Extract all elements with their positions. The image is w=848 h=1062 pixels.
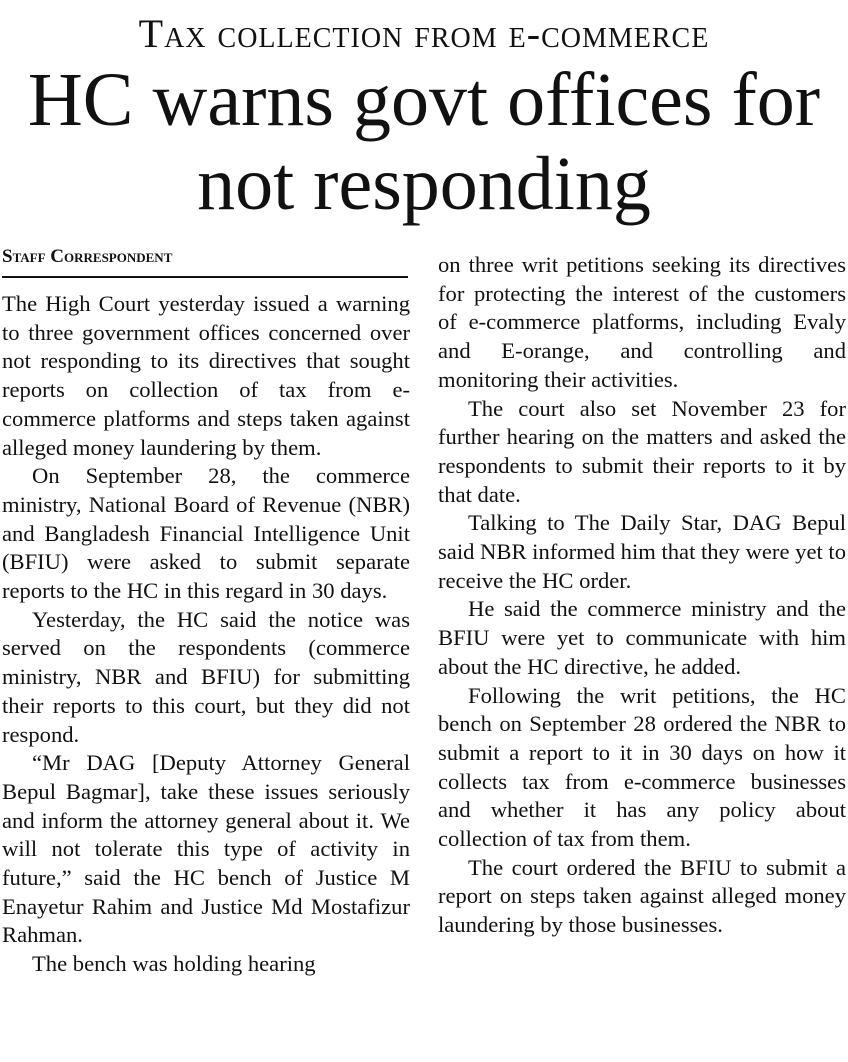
article-paragraph: Yesterday, the HC said the notice was served on the respondents (commerce ministry, NBR and BFIU) for submitting their reports to this court, but they did not respond. bbox=[2, 606, 410, 747]
article-paragraph: Talking to The Daily Star, DAG Bepul said NBR informed him that they were yet to receive the HC order. bbox=[438, 510, 846, 593]
article-column-left bbox=[2, 290, 410, 979]
article-paragraph: The court ordered the BFIU to submit a report on steps taken against alleged money laundering by those businesses. bbox=[438, 854, 846, 938]
article-paragraph: He said the commerce ministry and the BFIU were yet to communicate with him about the HC directive, he added. bbox=[438, 596, 846, 679]
article-paragraph: The court also set November 23 for further hearing on the matters and asked the respondents to submit their reports to it by that date. bbox=[438, 395, 846, 507]
article-paragraph: Following the writ petitions, the HC bench on September 28 ordered the NBR to submit a report to it in 30 days on how it collects tax from e-commerce businesses and whether it has any policy about collection of tax from them. bbox=[438, 682, 846, 852]
article-kicker: Tax collection from e-commerce bbox=[138, 11, 710, 56]
article-paragraph: The bench was holding hearing bbox=[32, 951, 316, 977]
article-byline: Staff Correspondent bbox=[2, 244, 408, 278]
article-paragraph: on three writ petitions seeking its directives for protecting the interest of the customers of e-commerce platforms, including Evaly and E-orange, and controlling and monitoring their activities. bbox=[438, 252, 846, 392]
article-paragraph: On September 28, the commerce ministry, National Board of Revenue (NBR) and Bangladesh Financial Intelligence Unit (BFIU) were asked to submit separate reports to the HC in this regard in 30 days. bbox=[2, 463, 410, 604]
article-paragraph: The High Court yesterday issued a warning to three government offices concerned over not responding to its directives that sought reports on collection of tax from e-commerce platforms and steps taken against alleged money laundering by them. bbox=[2, 291, 410, 460]
article-paragraph: “Mr DAG [Deputy Attorney General Bepul Bagmar], take these issues seriously and inform the attorney general about it. We will not tolerate this type of activity in future,” said the HC bench of Justice M Enayetur Rahim and Justice Md Mostafizur Rahman. bbox=[2, 750, 410, 948]
article-headline: HC warns govt offices for not responding bbox=[27, 58, 821, 226]
article-column-right bbox=[438, 251, 846, 940]
